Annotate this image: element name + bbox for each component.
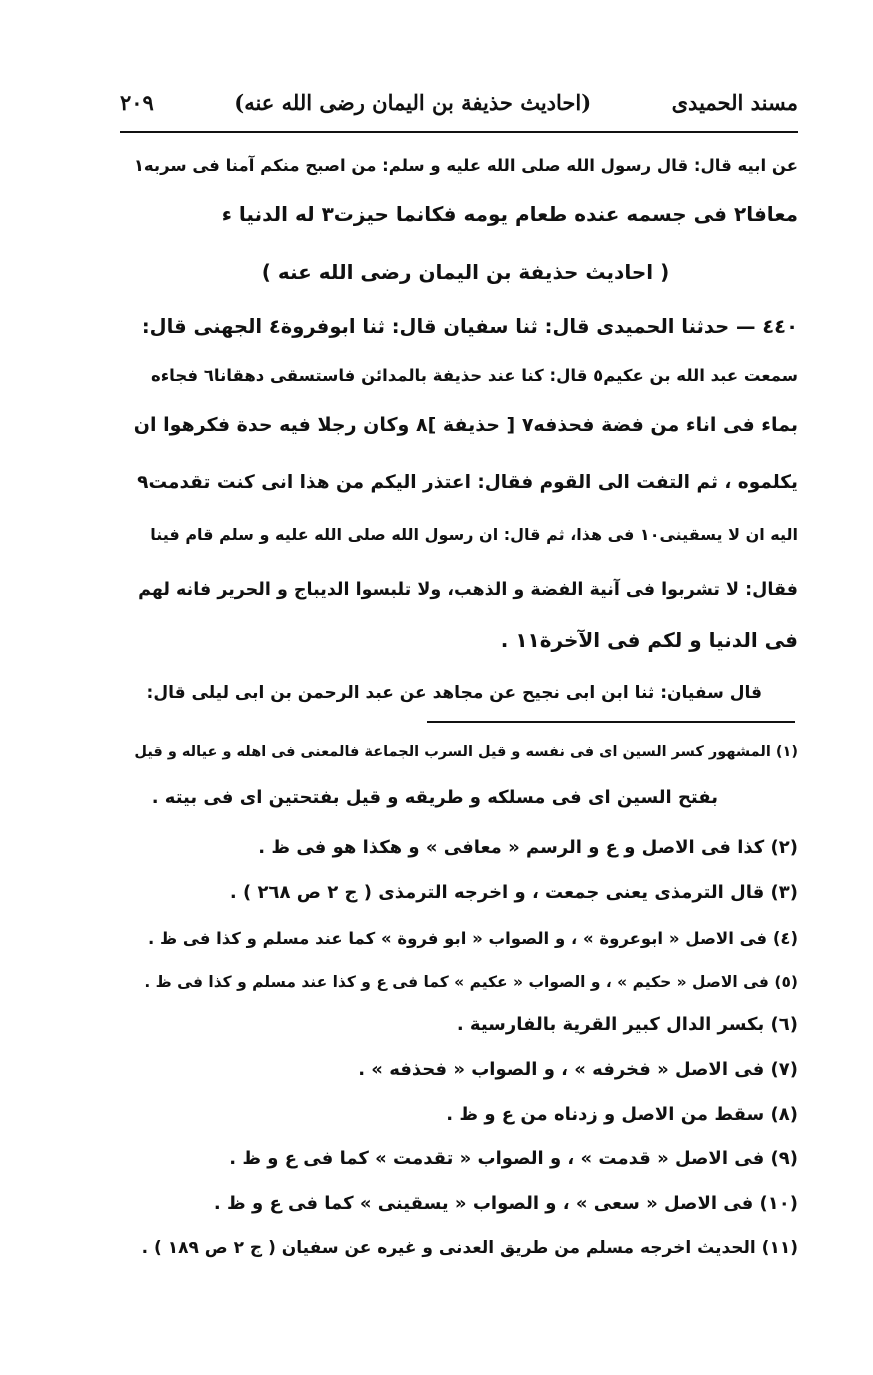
running-title: مسند الحميدى xyxy=(671,89,798,115)
body-line: فى الدنيا و لكم فى الآخرة١١ . xyxy=(500,628,798,652)
footnote-line: (١٠) فى الاصل « سعى » ، و الصواب « يسقينى » كما فى ع و ظ . xyxy=(213,1193,798,1214)
footnote-line: (١١) الحديث اخرجه مسلم من طريق العدنى و غيره عن سفيان ( ج ٢ ص ١٨٩ ) . xyxy=(141,1238,798,1258)
section-heading: ( احاديث حذيفة بن اليمان رضى الله عنه ) xyxy=(261,260,670,284)
footnote-line: (٣) قال الترمذى يعنى جمعت ، و اخرجه الترمذى ( ج ٢ ص ٢٦٨ ) . xyxy=(229,882,798,903)
page-number: ٢٠٩ xyxy=(120,89,154,115)
footnote-line: (٤) فى الاصل « ابوعروة » ، و الصواب « ابو فروة » كما عند مسلم و كذا فى ظ . xyxy=(147,929,798,948)
hadith-opening-line: ٤٤٠ — حدثنا الحميدى قال: ثنا سفيان قال: ثنا ابوفروة٤ الجهنى قال: xyxy=(141,315,798,338)
body-line: سمعت عبد الله بن عكيم٥ قال: كنا عند حذيفة بالمدائن فاستسقى دهقانا٦ فجاءه xyxy=(151,366,798,385)
footnote-line: (٦) بكسر الدال كبير القرية بالفارسية . xyxy=(456,1014,798,1035)
body-line: معافا٢ فى جسمه عنده طعام يومه فكانما حيزت٣ له الدنيا ء xyxy=(221,202,798,226)
footnote-line: (١) المشهور كسر السين اى فى نفسه و قيل السرب الجماعة فالمعنى فى اهله و عياله و قيل xyxy=(134,744,798,760)
body-line: فقال: لا تشربوا فى آنية الفضة و الذهب، ولا تلبسوا الديباج و الحرير فانه لهم xyxy=(138,580,798,600)
body-line: قال سفيان: ثنا ابن ابى نجيح عن مجاهد عن عبد الرحمن بن ابى ليلى قال: xyxy=(146,683,762,703)
body-line: اليه ان لا يسقينى١٠ فى هذا، ثم قال: ان رسول الله صلى الله عليه و سلم قام فينا xyxy=(150,525,798,544)
header-rule xyxy=(120,131,798,133)
footnote-line: (٥) فى الاصل « حكيم » ، و الصواب « عكيم » كما فى ع و كذا عند مسلم و كذا فى ظ . xyxy=(144,973,798,991)
page-header xyxy=(120,82,798,122)
section-title: (احاديث حذيفة بن اليمان رضى الله عنه) xyxy=(234,89,592,115)
footnote-line: (٢) كذا فى الاصل و ع و الرسم « معافى » و هكذا هو فى ظ . xyxy=(258,837,798,858)
footnote-line: (٨) سقط من الاصل و زدناه من ع و ظ . xyxy=(446,1104,798,1125)
footnote-line: (٧) فى الاصل « فخرفه » ، و الصواب « فحذفه » . xyxy=(358,1059,798,1080)
body-line: عن ابيه قال: قال رسول الله صلى الله عليه و سلم: من اصبح منكم آمنا فى سربه١ xyxy=(133,156,798,175)
footnote-line: بفتح السين اى فى مسلكه و طريقه و قيل بفتحتين اى فى بيته . xyxy=(151,787,718,808)
footnote-line: (٩) فى الاصل « قدمت » ، و الصواب « تقدمت » كما فى ع و ظ . xyxy=(229,1148,798,1169)
body-line: بماء فى اناء من فضة فحذفه٧ [ حذيفة ]٨ وكان رجلا فيه حدة فكرهوا ان xyxy=(133,414,798,436)
footnote-rule xyxy=(427,721,795,723)
body-line: يكلموه ، ثم التفت الى القوم فقال: اعتذر اليكم من هذا انى كنت تقدمت٩ xyxy=(137,472,798,493)
